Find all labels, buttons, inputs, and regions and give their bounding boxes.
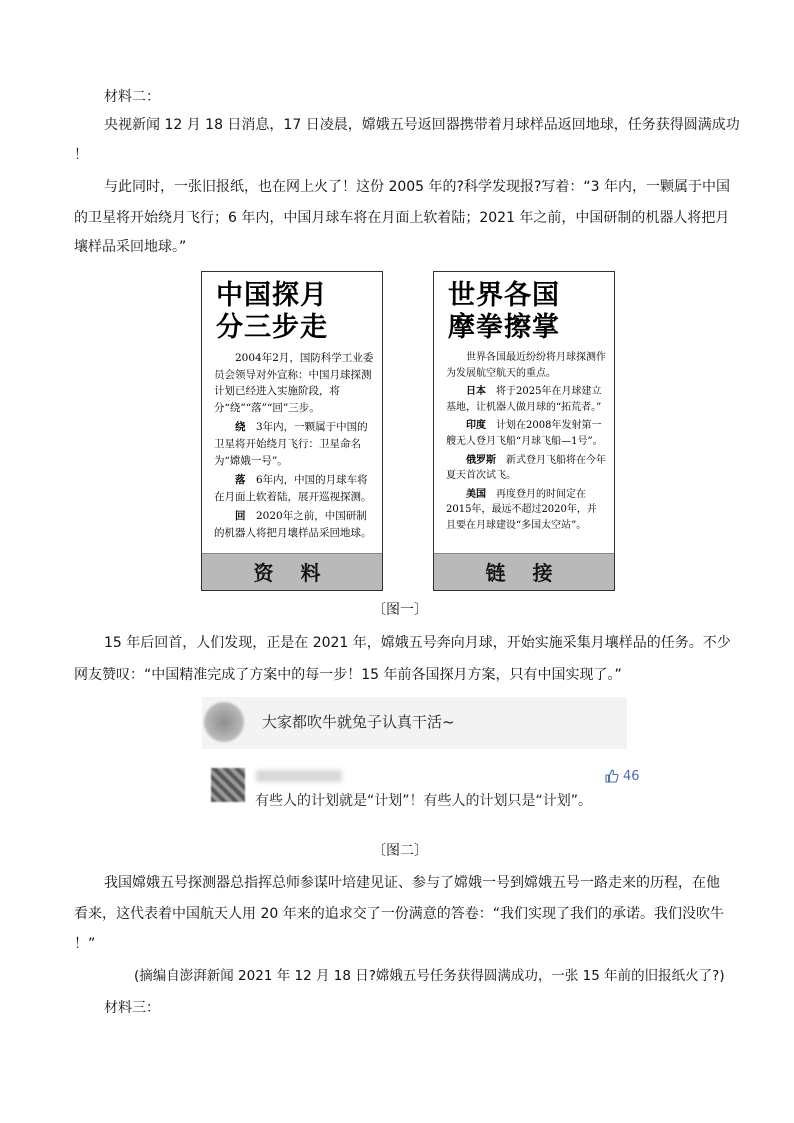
paragraph-2-line-2: 的卫星将开始绕月飞行；6 年内，中国月球车将在月面上软着陆；2021 年之前，中国研制的机器人将把月 bbox=[74, 210, 730, 226]
clipping-footer: 链 接 bbox=[434, 553, 614, 590]
material-3-heading: 材料三： bbox=[104, 1000, 160, 1016]
clipping-text: 2020年之前，中国研制的机器人将把月壤样品采回地球。 bbox=[214, 510, 372, 539]
clipping-paragraph bbox=[446, 384, 606, 415]
clipping-text: 3年内，一颗属于中国的卫星将开始绕月飞行：卫星命名为“嫦娥一号”。 bbox=[214, 421, 368, 467]
clipping-paragraph bbox=[214, 472, 374, 505]
clipping-keyword: 落 bbox=[235, 474, 246, 487]
clipping-headline bbox=[448, 280, 608, 344]
comment-text: 大家都吹牛就兔子认真干活~ bbox=[262, 713, 455, 731]
clipping-keyword: 日本 bbox=[466, 386, 486, 398]
newspaper-clipping-left bbox=[201, 271, 383, 591]
blurred-username bbox=[256, 770, 342, 782]
paragraph-2-line-3: 壤样品采回地球。” bbox=[74, 239, 187, 255]
blurred-avatar bbox=[204, 702, 244, 742]
paragraph-1-line-2: ！ bbox=[74, 147, 88, 163]
paragraph-3-line-1: 15 年后回首，人们发现，正是在 2021 年，嫦娥五号奔向月球，开始实施采集月壤样品的任务。不少 bbox=[104, 635, 731, 651]
clipping-text: 计划在2008年发射第一艘无人登月飞船“月球飞船—1号”。 bbox=[446, 420, 603, 447]
clipping-keyword: 俄罗斯 bbox=[466, 454, 496, 466]
comment-card-1 bbox=[202, 697, 627, 749]
clipping-text: 再度登月的时间定在2015年，最远不超过2020年，并且要在月球建设“多国太空站”。 bbox=[446, 488, 597, 531]
headline-line-1: 中国探月 bbox=[216, 280, 328, 311]
clipping-text: 新式登月飞船将在今年夏天首次试飞。 bbox=[446, 454, 606, 482]
clipping-paragraph: 世界各国最近纷纷将月球探测作为发展航空航天的重点。 bbox=[446, 352, 606, 379]
material-2-heading: 材料二： bbox=[104, 89, 160, 105]
newspaper-clipping-right bbox=[433, 271, 615, 591]
like-count-value: 46 bbox=[623, 769, 640, 784]
clipping-keyword: 美国 bbox=[466, 488, 486, 500]
like-count[interactable] bbox=[605, 769, 640, 784]
clipping-text: 将于2025年在月球建立基地，让机器人做月球的“拓荒者。” bbox=[446, 386, 602, 413]
thumbs-up-icon bbox=[605, 769, 619, 783]
clipping-keyword: 印度 bbox=[466, 420, 486, 432]
clipping-paragraph bbox=[214, 508, 374, 541]
blurred-avatar bbox=[211, 768, 245, 802]
headline-line-2: 摩拳擦掌 bbox=[448, 312, 560, 343]
clipping-paragraph bbox=[446, 487, 606, 534]
headline-line-1: 世界各国 bbox=[448, 280, 560, 311]
paragraph-2-line-1: 与此同时，一张旧报纸，也在网上火了！这份 2005 年的?科学发现报?写着：“3 年内，一颗属于中国 bbox=[104, 179, 730, 195]
clipping-body bbox=[214, 350, 374, 545]
source-citation: (摘编自澎湃新闻 2021 年 12 月 18 日?嫦娥五号任务获得圆满成功，一张 15 年前的旧报纸火了?) bbox=[134, 968, 725, 984]
clipping-paragraph bbox=[446, 418, 606, 449]
clipping-paragraph bbox=[446, 453, 606, 484]
clipping-keyword: 回 bbox=[235, 510, 246, 523]
clipping-body bbox=[446, 350, 606, 537]
clipping-paragraph bbox=[214, 419, 374, 469]
headline-line-2: 分三步走 bbox=[216, 312, 328, 343]
paragraph-4-line-1: 我国嫦娥五号探测器总指挥总师参谋叶培建见证、参与了嫦娥一号到嫦娥五号一路走来的历程，在他 bbox=[104, 875, 720, 891]
comment-text: 有些人的计划就是“计划”！有些人的计划只是“计划”。 bbox=[255, 793, 593, 809]
paragraph-3-line-2: 网友赞叹：“中国精准完成了方案中的每一步！15 年前各国探月方案，只有中国实现了。” bbox=[74, 667, 622, 683]
clipping-footer: 资 料 bbox=[202, 553, 382, 590]
clipping-headline bbox=[216, 280, 376, 344]
paragraph-1-line-1: 央视新闻 12 月 18 日消息，17 日凌晨，嫦娥五号返回器携带着月球样品返回地球，任务获得圆满成功 bbox=[104, 117, 740, 133]
paragraph-4-line-3: ！” bbox=[74, 936, 96, 952]
figure-1-caption: 〔图一〕 bbox=[372, 602, 428, 618]
paragraph-4-line-2: 看来，这代表着中国航天人用 20 年来的追求交了一份满意的答卷：“我们实现了我们的承诺。我们没吹牛 bbox=[74, 906, 724, 922]
clipping-paragraph: 2004年2月，国防科学工业委员会领导对外宣称：中国月球探测计划已经进入实施阶段，将分“绕”“落”“回”三步。 bbox=[214, 352, 374, 414]
clipping-keyword: 绕 bbox=[235, 421, 246, 434]
clipping-text: 6年内，中国的月球车将在月面上软着陆，展开巡视探测。 bbox=[214, 474, 372, 503]
figure-2-caption: 〔图二〕 bbox=[372, 843, 428, 859]
